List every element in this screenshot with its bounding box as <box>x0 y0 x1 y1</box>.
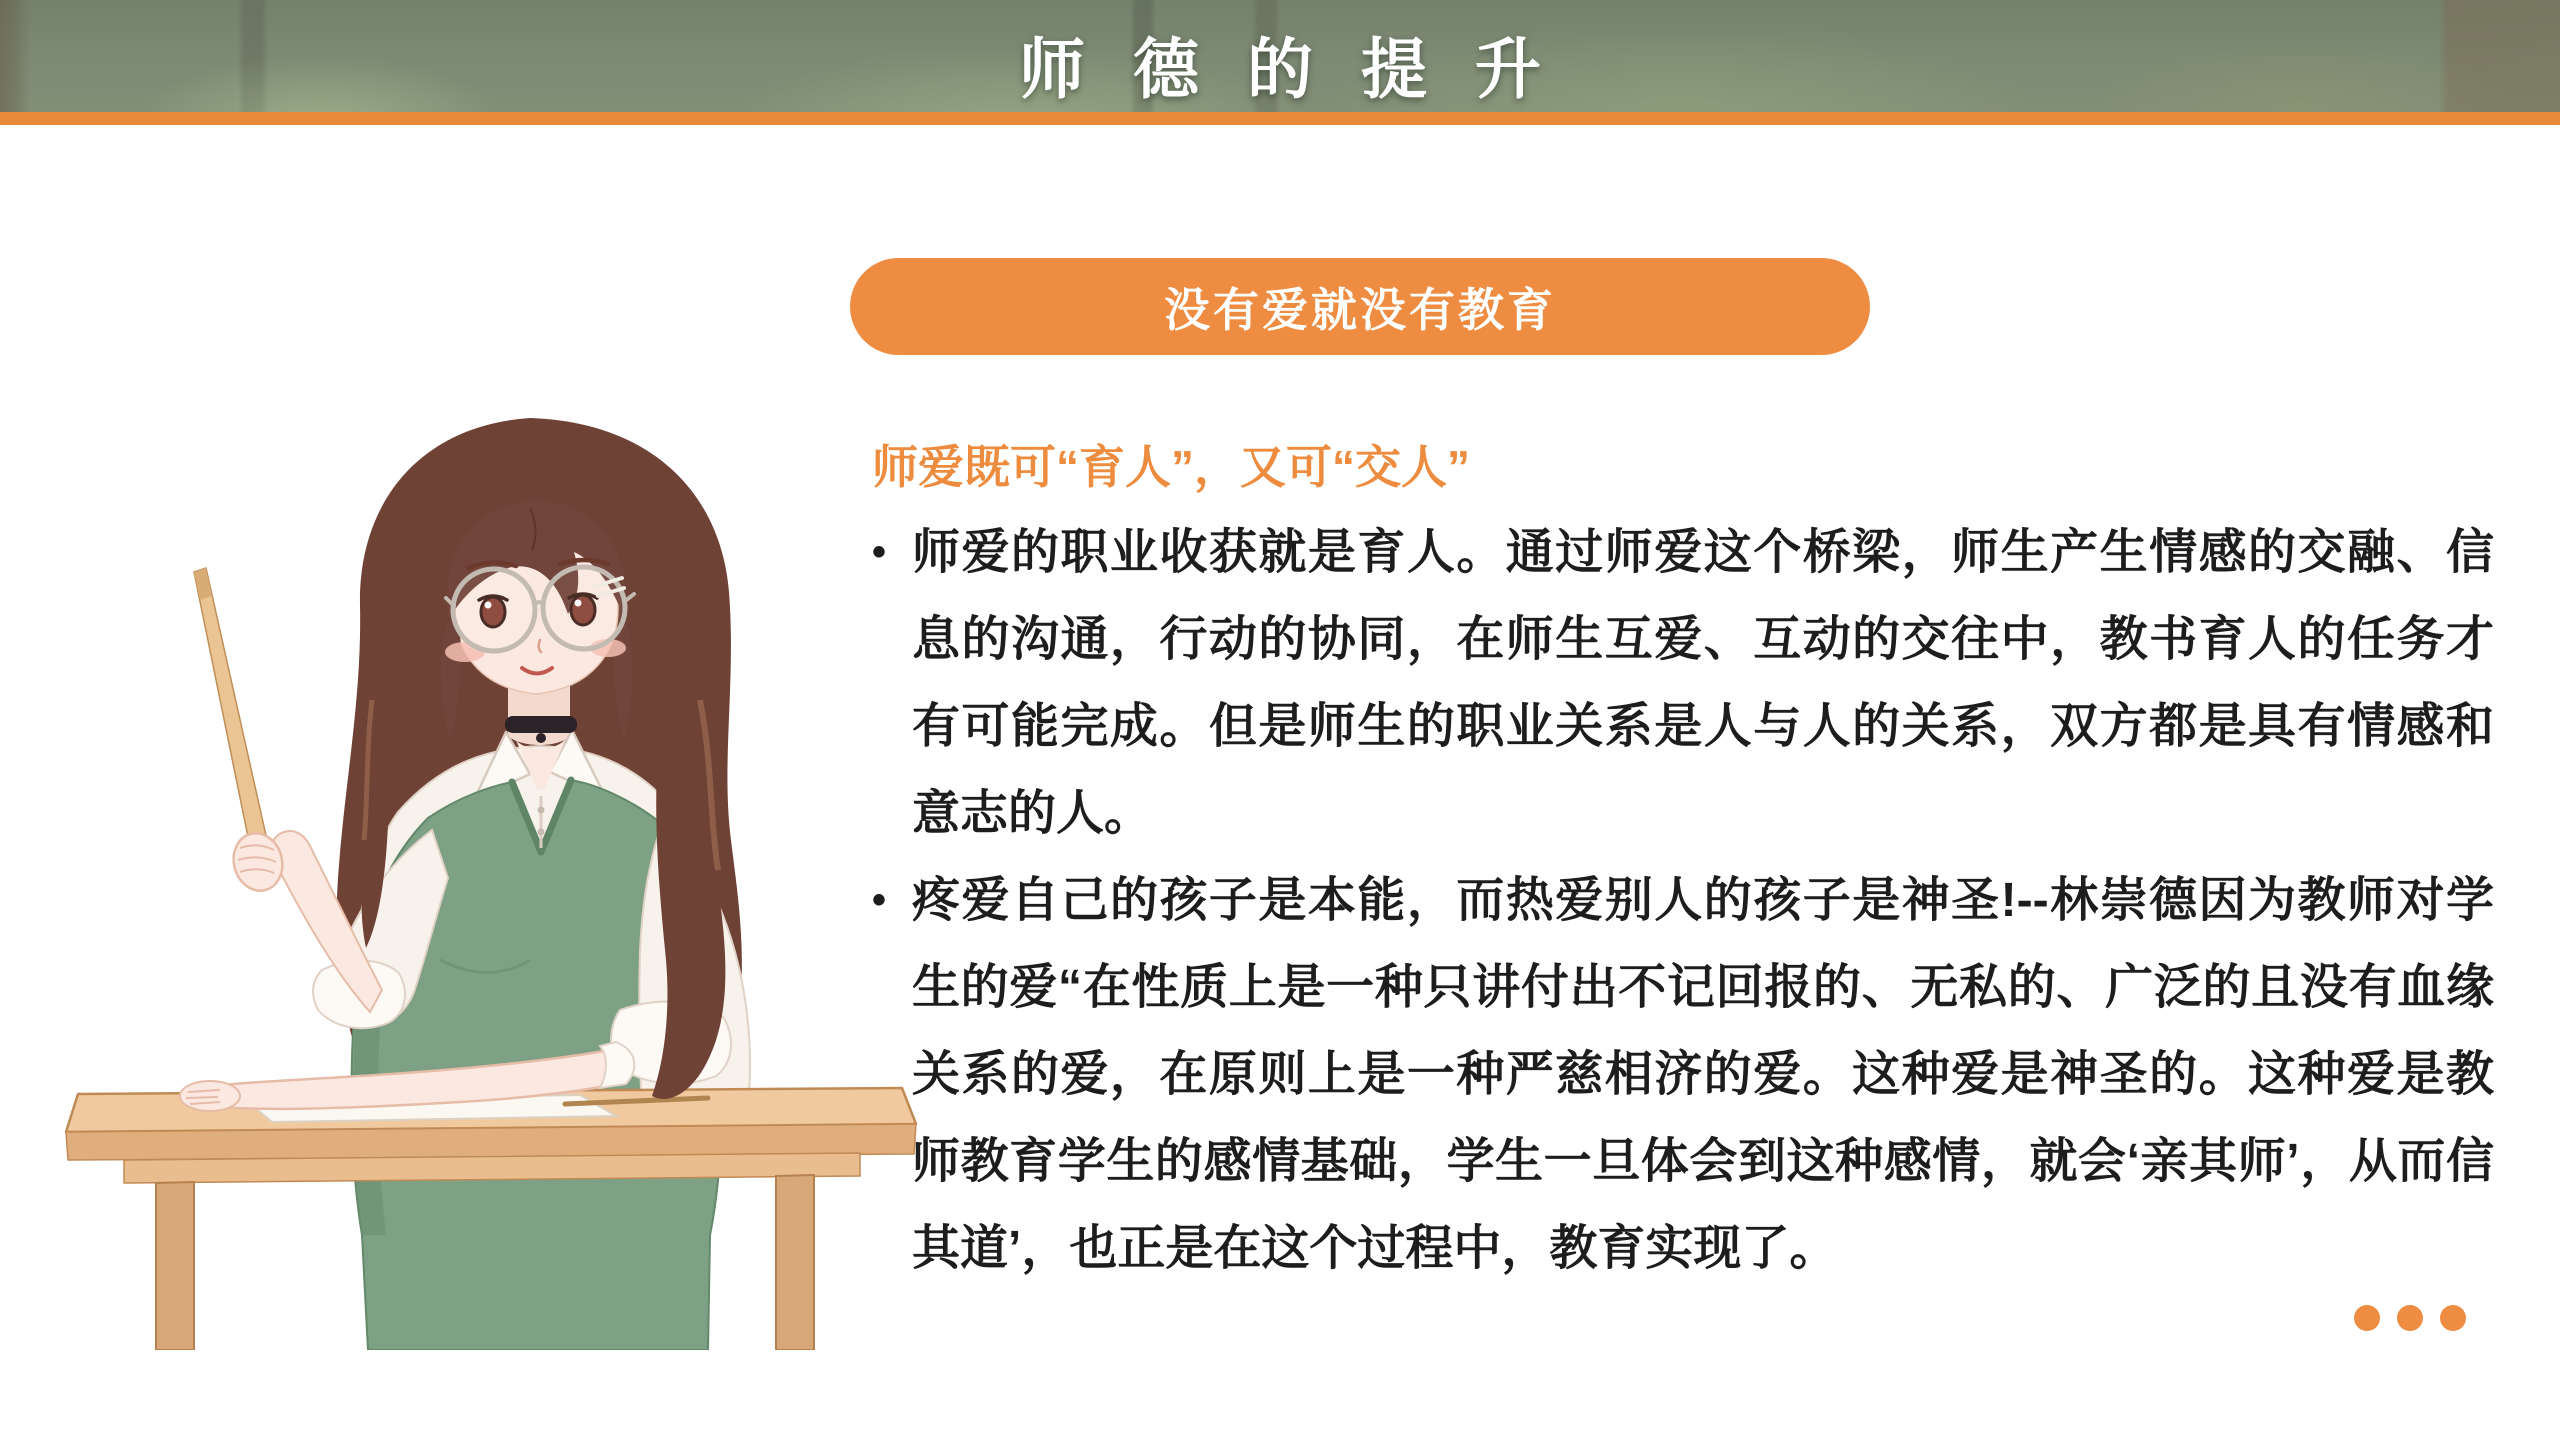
section-subtitle: 师爱既可“育人”，又可“交人” <box>872 441 1470 493</box>
header-accent-bar <box>0 112 2560 125</box>
page-title: 师德的提升 <box>1019 34 1589 107</box>
pagination-dots <box>2354 1305 2466 1331</box>
pagination-dot[interactable] <box>2397 1305 2423 1331</box>
bullet-marker: • <box>872 878 887 922</box>
pagination-dot[interactable] <box>2440 1305 2466 1331</box>
list-item <box>872 857 2494 1292</box>
topic-pill <box>850 258 1870 355</box>
list-item <box>872 509 2494 857</box>
topic-pill-label: 没有爱就没有教育 <box>1164 283 1556 336</box>
bullet-list <box>872 509 2494 1292</box>
header-banner <box>0 0 2560 112</box>
bullet-text: 疼爱自己的孩子是本能，而热爱别人的孩子是神圣!--林崇德因为教师对学生的爱“在性质上是一种只讲付出不记回报的、无私的、广泛的且没有血缘关系的爱，在原则上是一种严慈相济的爱。这种爱是神圣的。这种爱是教师教育学生的感情基础，学生一旦体会到这种感情，就会‘亲其师’，从而信其道’，也正是在这个过程中，教育实现了。 <box>912 874 2494 1275</box>
teacher-illustration <box>60 400 920 1350</box>
bullet-marker: • <box>872 530 887 574</box>
pagination-dot[interactable] <box>2354 1305 2380 1331</box>
choker <box>505 716 577 733</box>
bullet-text: 师爱的职业收获就是育人。通过师爱这个桥梁，师生产生情感的交融、信息的沟通，行动的协同，在师生互爱、互动的交往中，教书育人的任务才有可能完成。但是师生的职业关系是人与人的关系，双方都是具有情感和意志的人。 <box>912 526 2494 840</box>
